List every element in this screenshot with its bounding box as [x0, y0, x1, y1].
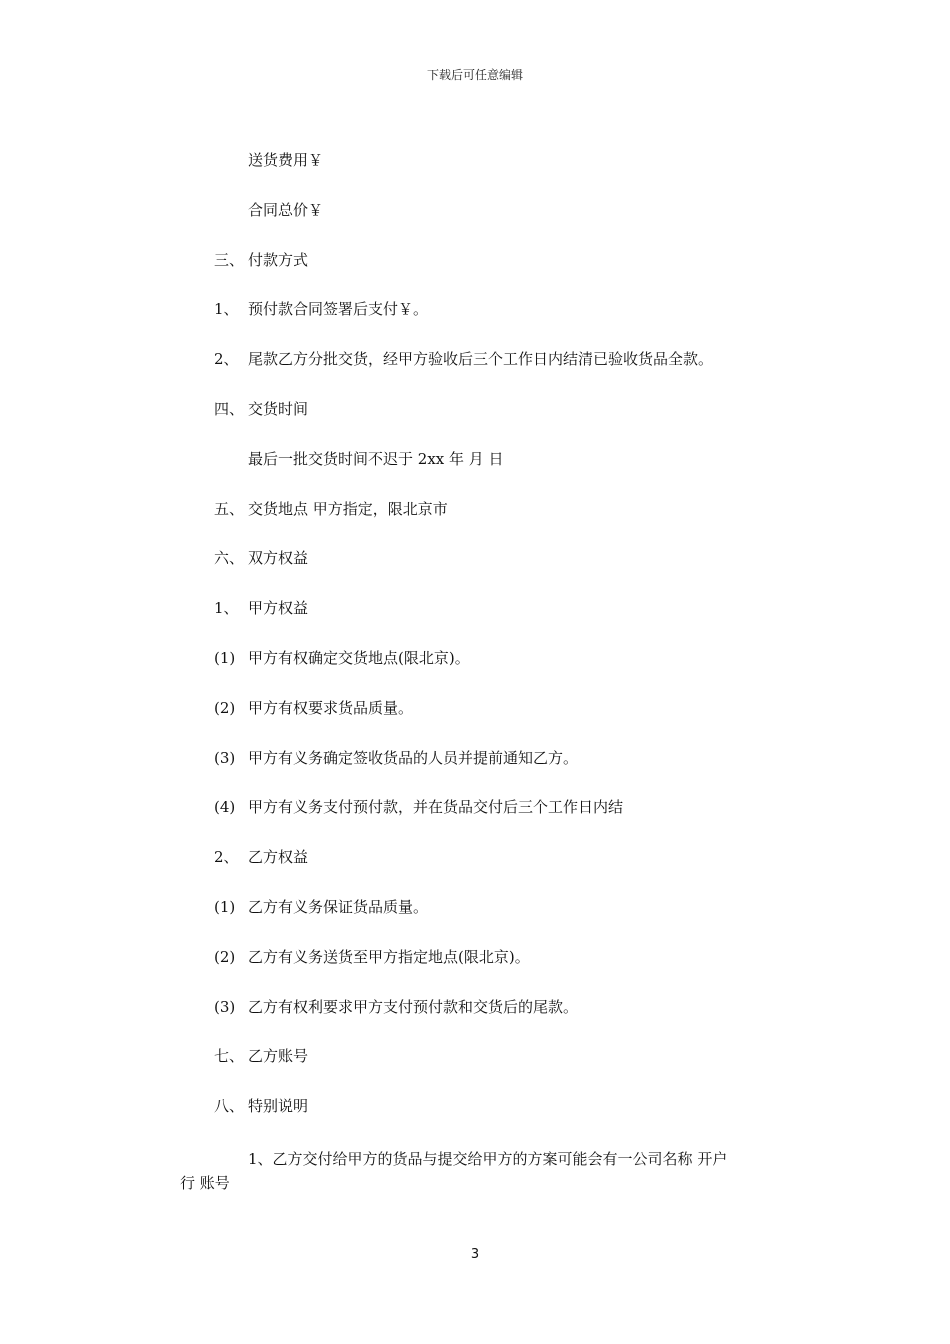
line-text: 送货费用￥: [248, 151, 324, 169]
doc-line: [214, 297, 784, 347]
line-number: 三、: [214, 250, 245, 269]
final-paragraph: [180, 1147, 780, 1195]
doc-line: [214, 995, 784, 1045]
line-text: 合同总价￥: [248, 200, 324, 219]
doc-line: [214, 845, 784, 895]
doc-line: [214, 546, 784, 596]
page-number: 3: [470, 1247, 480, 1262]
doc-line: [214, 447, 784, 497]
doc-line: [214, 198, 784, 248]
line-text: 甲方有权要求货品质量。: [248, 698, 414, 717]
doc-line: [214, 895, 784, 945]
final-paragraph-line-2: 行 账号: [180, 1174, 230, 1192]
line-number: 六、: [214, 549, 245, 568]
line-text: 交货时间: [248, 399, 309, 418]
line-text: 甲方权益: [248, 599, 309, 618]
line-text: 尾款乙方分批交货，经甲方验收后三个工作日内结清已验收货品全款。: [248, 350, 714, 369]
line-text: 特别说明: [248, 1097, 309, 1116]
line-text: 乙方交付给甲方的货品与提交给甲方的方案可能会有一公司名称 开户: [272, 1150, 728, 1168]
line-number: 2、: [214, 350, 239, 369]
line-number: 八、: [214, 1097, 245, 1116]
page-header: 下载后可任意编辑: [426, 68, 523, 82]
line-text: 付款方式: [248, 250, 309, 269]
line-number: (4): [214, 798, 236, 817]
doc-line: [214, 945, 784, 995]
line-number: 四、: [214, 399, 245, 418]
line-text: 乙方有义务送货至甲方指定地点(限北京)。: [248, 947, 530, 966]
line-text: 最后一批交货时间不迟于 2xx 年 月 日: [248, 449, 504, 468]
line-number: 五、: [214, 499, 245, 518]
line-text: 乙方账号: [248, 1047, 309, 1066]
line-number: (3): [214, 997, 236, 1016]
line-text: 双方权益: [248, 549, 309, 568]
line-text: 甲方有义务支付预付款，并在货品交付后三个工作日内结: [248, 798, 624, 817]
line-number: (1): [214, 648, 236, 667]
doc-line: [214, 1094, 784, 1144]
line-text: 预付款合同签署后支付￥。: [248, 300, 429, 319]
line-text: 交货地点 甲方指定，限北京市: [248, 499, 448, 518]
final-paragraph-line-1: [180, 1147, 780, 1171]
doc-line: [214, 696, 784, 746]
line-number: (2): [214, 947, 236, 966]
doc-line: [214, 596, 784, 646]
doc-line: [214, 795, 784, 845]
line-number: 七、: [214, 1047, 245, 1066]
line-text: 乙方有权利要求甲方支付预付款和交货后的尾款。: [248, 997, 579, 1016]
doc-line: [214, 646, 784, 696]
line-text: 乙方有义务保证货品质量。: [248, 897, 429, 916]
line-text: 甲方有权确定交货地点(限北京)。: [248, 648, 470, 667]
doc-line: [214, 347, 784, 397]
line-number: (2): [214, 698, 236, 717]
line-number: (1): [214, 897, 236, 916]
line-text: 乙方权益: [248, 848, 309, 867]
line-number: (3): [214, 748, 236, 767]
line-text: 甲方有义务确定签收货品的人员并提前通知乙方。: [248, 748, 579, 767]
doc-line: [214, 1044, 784, 1094]
line-number: 1、: [248, 1150, 273, 1168]
line-number: 1、: [214, 300, 239, 319]
doc-line: [214, 746, 784, 796]
doc-line: [214, 248, 784, 298]
document-body: [214, 148, 784, 1144]
doc-line: [214, 397, 784, 447]
doc-line: [214, 497, 784, 547]
doc-line: [214, 148, 784, 198]
line-number: 1、: [214, 599, 239, 618]
line-number: 2、: [214, 848, 239, 867]
